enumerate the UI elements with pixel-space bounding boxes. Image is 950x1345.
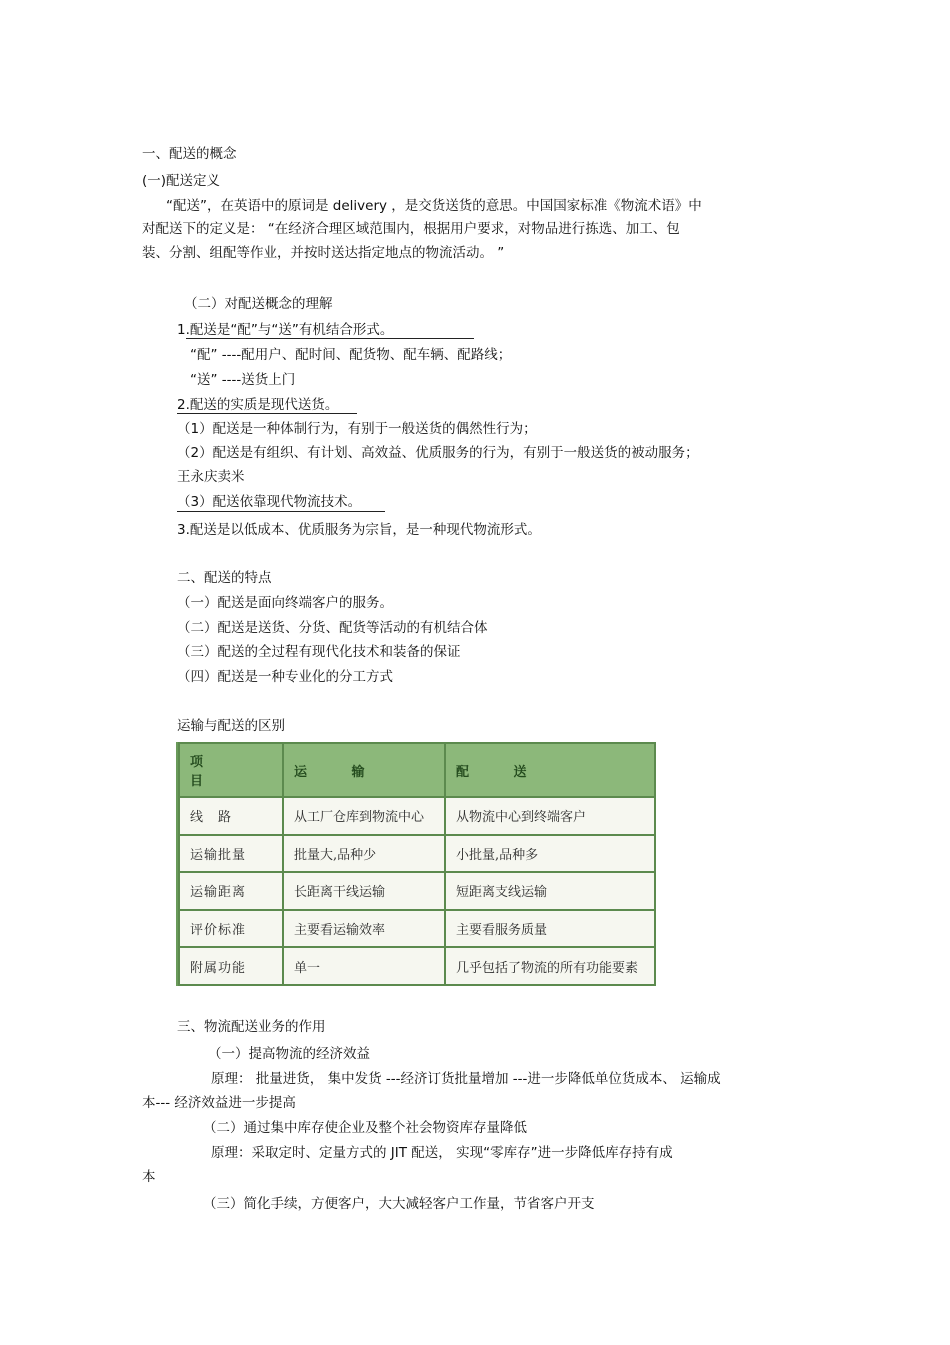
table-cell: 单一 bbox=[283, 947, 445, 985]
table-cell: 长距离干线运输 bbox=[283, 872, 445, 910]
underline-3 bbox=[177, 511, 385, 512]
section3-sub2: （二）通过集中库存使企业及整个社会物资库存量降低 bbox=[203, 1120, 527, 1136]
table-cell: 从工厂仓库到物流中心 bbox=[283, 797, 445, 835]
table-cell: 几乎包括了物流的所有功能要素 bbox=[445, 947, 655, 985]
table-cell: 小批量,品种多 bbox=[445, 835, 655, 873]
feature-item-2: （二）配送是送货、分货、配货等活动的有机结合体 bbox=[177, 620, 488, 636]
table-cell: 批量大,品种少 bbox=[283, 835, 445, 873]
section3-sub3: （三）简化手续，方便客户，大大减轻客户工作量，节省客户开支 bbox=[203, 1196, 595, 1212]
table-cell: 运输距离 bbox=[179, 872, 283, 910]
table-caption: 运输与配送的区别 bbox=[177, 718, 285, 734]
understanding-item-6: （2）配送是有组织、有计划、高效益、优质服务的行为，有别于一般送货的被动服务； bbox=[177, 445, 699, 461]
table-header-transport: 运 输 bbox=[283, 743, 445, 797]
understanding-item-3: “送” ----送货上门 bbox=[190, 372, 296, 388]
understanding-item-2: “配” ----配用户、配时间、配货物、配车辆、配路线； bbox=[190, 347, 512, 363]
underline-1 bbox=[186, 338, 474, 339]
understanding-item-7: 王永庆卖米 bbox=[177, 469, 245, 485]
table-row bbox=[179, 835, 655, 873]
table-cell: 线 路 bbox=[179, 797, 283, 835]
section1-sub1: (一)配送定义 bbox=[142, 173, 221, 189]
section3-sub1: （一）提高物流的经济效益 bbox=[208, 1046, 370, 1062]
definition-line-2: 对配送下的定义是： “在经济合理区域范围内，根据用户要求，对物品进行拣选、加工、包 bbox=[142, 221, 680, 237]
understanding-item-4: 2.配送的实质是现代送货。 bbox=[177, 397, 339, 413]
section2-title: 二、配送的特点 bbox=[177, 570, 272, 586]
table-cell: 评价标准 bbox=[179, 910, 283, 948]
definition-line-3: 装、分割、组配等作业，并按时送达指定地点的物流活动。 ” bbox=[142, 245, 505, 261]
table-row bbox=[179, 910, 655, 948]
principle-1-line-2: 本--- 经济效益进一步提高 bbox=[142, 1095, 296, 1111]
table-cell: 从物流中心到终端客户 bbox=[445, 797, 655, 835]
table-cell: 运输批量 bbox=[179, 835, 283, 873]
table-cell: 主要看服务质量 bbox=[445, 910, 655, 948]
underline-2 bbox=[177, 413, 357, 414]
principle-2-line-1: 原理：采取定时、定量方式的 JIT 配送， 实现“零库存”进一步降低库存持有成 bbox=[211, 1145, 673, 1161]
principle-2-line-2: 本 bbox=[142, 1169, 156, 1185]
section1-sub2: （二）对配送概念的理解 bbox=[184, 296, 333, 312]
table-header-item: 项 目 bbox=[179, 743, 283, 797]
feature-item-3: （三）配送的全过程有现代化技术和装备的保证 bbox=[177, 644, 461, 660]
understanding-item-8: （3）配送依靠现代物流技术。 bbox=[177, 494, 362, 510]
table-cell: 附属功能 bbox=[179, 947, 283, 985]
feature-item-4: （四）配送是一种专业化的分工方式 bbox=[177, 669, 393, 685]
table-header-delivery: 配 送 bbox=[445, 743, 655, 797]
feature-item-1: （一）配送是面向终端客户的服务。 bbox=[177, 595, 393, 611]
understanding-item-5: （1）配送是一种体制行为，有别于一般送货的偶然性行为； bbox=[177, 421, 537, 437]
principle-1-line-1: 原理： 批量进货， 集中发货 ---经济订货批量增加 ---进一步降低单位货成本、 运输成 bbox=[211, 1071, 721, 1087]
section3-title: 三、物流配送业务的作用 bbox=[177, 1019, 326, 1035]
section1-title: 一、配送的概念 bbox=[142, 146, 237, 162]
table-cell: 主要看运输效率 bbox=[283, 910, 445, 948]
understanding-item-9: 3.配送是以低成本、优质服务为宗旨，是一种现代物流形式。 bbox=[177, 522, 541, 538]
table-row bbox=[179, 797, 655, 835]
table-cell: 短距离支线运输 bbox=[445, 872, 655, 910]
table-row bbox=[179, 872, 655, 910]
understanding-item-1: 1.配送是“配”与“送”有机结合形式。 bbox=[177, 322, 394, 338]
table-row bbox=[179, 947, 655, 985]
comparison-table bbox=[176, 742, 656, 986]
definition-line-1: “配送”，在英语中的原词是 delivery ，是交货送货的意思。中国国家标准《物流术语》中 bbox=[166, 198, 702, 214]
